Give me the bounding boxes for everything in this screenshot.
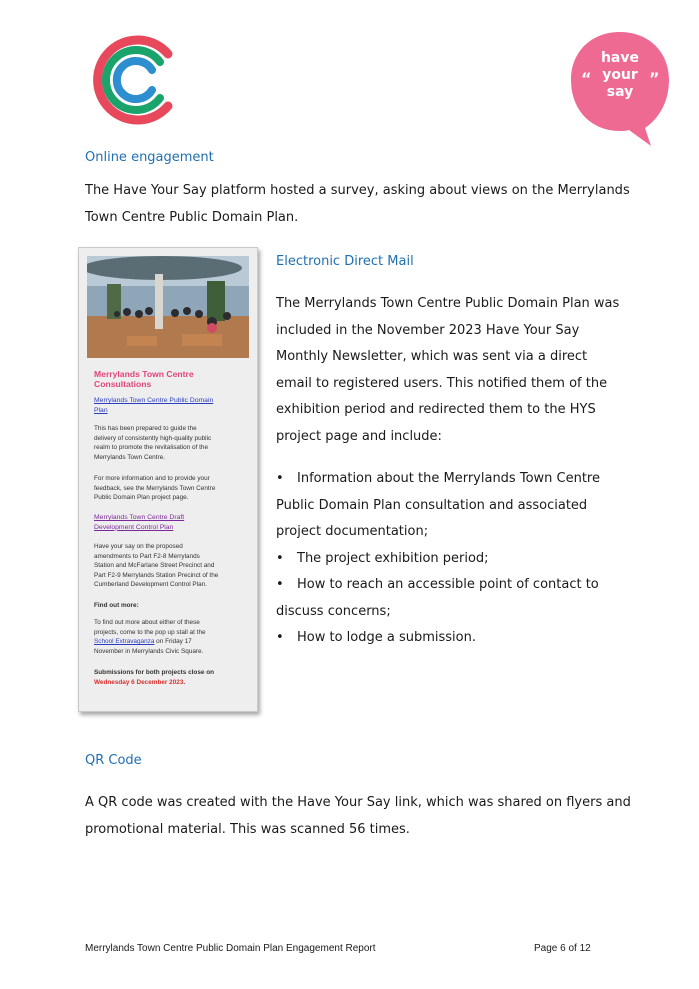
qr-line: A QR code was created with the Have Your Say link, which was shared on flyers and <box>85 795 631 810</box>
card-paragraph <box>94 424 244 462</box>
bullet-item <box>276 625 656 652</box>
card-text-line: Part F2-9 Merrylands Station Precinct of the <box>94 571 219 579</box>
bullet-continuation: project documentation; <box>276 524 429 539</box>
bullet-icon: • <box>276 471 284 486</box>
bullet-icon: • <box>276 550 284 566</box>
svg-text:”: ” <box>649 69 660 88</box>
newsletter-preview-card <box>78 247 258 712</box>
card-link-draft-dcp[interactable] <box>94 513 244 532</box>
footer-report-title: Merrylands Town Centre Public Domain Plan Engagement Report <box>85 943 376 954</box>
card-find-out-more: Find out more: <box>94 602 139 609</box>
edm-bullet-list <box>276 466 656 652</box>
online-engagement-line: The Have Your Say platform hosted a survey, asking about views on the Merrylands <box>85 183 630 198</box>
card-text-line: Station and McFarlane Street Precinct and <box>94 562 215 570</box>
qr-code-heading: QR Code <box>85 753 142 768</box>
qr-line: promotional material. This was scanned 56 times. <box>85 821 410 837</box>
card-text-line: feedback, see the Merrylands Town Centre <box>94 484 216 492</box>
bullet-text: How to reach an accessible point of contact to <box>297 577 599 592</box>
card-text-line: For more information and to provide your <box>94 475 210 482</box>
card-text-line: delivery of consistently high-quality public <box>94 434 212 442</box>
footer-page-number: Page 6 of 12 <box>534 943 591 954</box>
bullet-text: How to lodge a submission. <box>297 630 476 645</box>
bullet-continuation: Public Domain Plan consultation and associated <box>276 497 588 513</box>
card-link-line[interactable]: Merrylands Town Centre Draft <box>94 514 185 521</box>
card-text-line: This has been prepared to guide the <box>94 425 197 432</box>
hys-logo-line3: say <box>606 84 634 100</box>
edm-heading: Electronic Direct Mail <box>276 254 414 269</box>
card-text-line: Merrylands Town Centre. <box>94 453 165 461</box>
card-link-line[interactable]: Development Control Plan <box>94 523 174 531</box>
edm-line: The Merrylands Town Centre Public Domain Plan was <box>276 296 620 311</box>
card-text-line: realm to promote the revitalisation of the <box>94 444 209 452</box>
edm-body <box>276 291 646 450</box>
card-text-line: Public Domain Plan project page. <box>94 494 189 502</box>
card-text-fragment: . <box>183 678 186 686</box>
card-text-fragment: on Friday 17 <box>154 638 192 646</box>
bullet-item <box>276 572 656 599</box>
edm-line: Monthly Newsletter, which was sent via a direct <box>276 349 588 364</box>
card-link-line[interactable]: Plan <box>94 406 108 414</box>
school-extravaganza-link[interactable]: School Extravaganza <box>94 638 155 646</box>
have-your-say-logo <box>567 28 673 150</box>
card-text-line: November in Merrylands Civic Square. <box>94 647 204 655</box>
card-paragraph <box>94 618 244 656</box>
council-logo <box>88 32 184 128</box>
online-engagement-body <box>85 178 645 231</box>
edm-line: included in the November 2023 Have Your Say <box>276 322 580 338</box>
bullet-item <box>276 546 656 573</box>
bullet-icon: • <box>276 577 284 592</box>
card-text-line <box>94 637 244 647</box>
bullet-icon: • <box>276 630 284 645</box>
bullet-item <box>276 466 656 493</box>
card-text-line: Have your say on the proposed <box>94 543 183 550</box>
online-engagement-heading: Online engagement <box>85 150 214 165</box>
hys-logo-line2: your <box>602 67 638 83</box>
card-link-public-domain-plan[interactable] <box>94 396 244 415</box>
bullet-continuation: discuss concerns; <box>276 603 391 619</box>
card-text-line: projects, come to the pop up stall at the <box>94 628 206 636</box>
council-c-logo-icon <box>88 32 184 128</box>
bullet-text: Information about the Merrylands Town Centre <box>297 471 600 486</box>
online-engagement-line: Town Centre Public Domain Plan. <box>85 209 299 225</box>
hys-logo-line1: have <box>600 50 640 66</box>
svg-text:“: “ <box>581 69 592 88</box>
bullet-text: The project exhibition period; <box>297 550 489 566</box>
card-text-line <box>94 678 244 688</box>
card-paragraph <box>94 474 244 503</box>
civic-square-photo <box>87 256 249 358</box>
card-link-line[interactable]: Merrylands Town Centre Public Domain <box>94 397 214 404</box>
qr-code-body <box>85 790 655 843</box>
card-submissions-close <box>94 668 244 687</box>
card-text-line: Submissions for both projects close on <box>94 669 215 676</box>
card-title <box>94 369 244 389</box>
edm-line: exhibition period and redirected them to the HYS <box>276 402 596 417</box>
close-date: Wednesday 6 December 2023 <box>94 678 184 686</box>
edm-line: email to registered users. This notified them of the <box>276 375 608 391</box>
card-paragraph <box>94 542 244 590</box>
card-title-line: Consultations <box>94 379 152 389</box>
card-title-line: Merrylands Town Centre <box>94 369 194 379</box>
card-text-line: Cumberland Development Control Plan. <box>94 581 207 589</box>
edm-line: project page and include: <box>276 428 442 444</box>
card-text-line: amendments to Part F2-8 Merrylands <box>94 552 200 560</box>
card-text-line: To find out more about either of these <box>94 619 200 626</box>
